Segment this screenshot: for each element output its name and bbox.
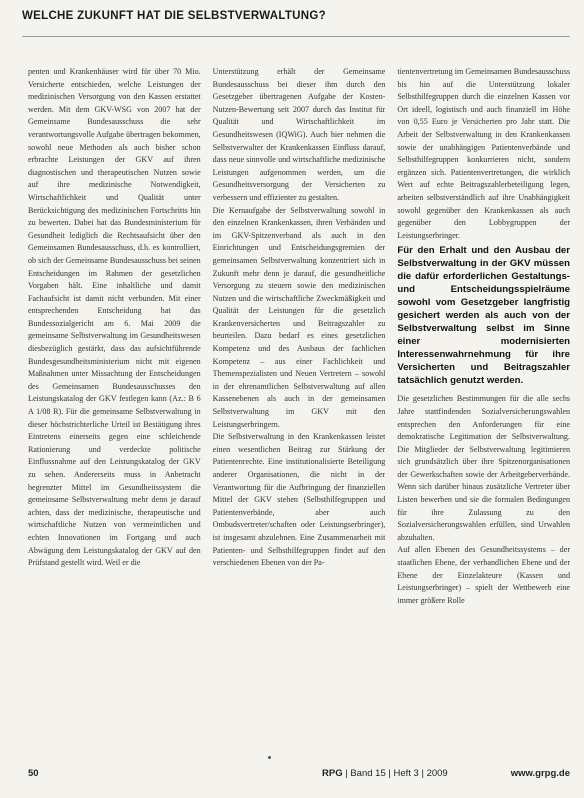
website-link[interactable]: www.grpg.de (510, 768, 570, 779)
paragraph: penten und Krankenhäuser wird für über 70 Mio. Versicherte entschieden, welche Leistungen der medizinischen Versorgung von den Kassen erstattet werden. Mit dem GKV-WSG von 2007 hat der Gemeinsame Bundesausschuss die sehr verantwortungsvolle Aufgabe übertragen bekommen, sowohl neue Methoden als auch bisher schon erbrachte Leistungen der GKV auf ihren diagnostischen und therapeutischen Nutzen sowie auf ihre medizinische Notwendigkeit, Wirtschaftlichkeit und Qualität unter Berücksichtigung des medizinischen Fortschritts hin zu bewerten. Dabei hat das Bundesministerium für Gesundheit lediglich die Rechtsaufsicht über den Gemeinsamen Bundesausschuss, d.h. es kontrolliert, ob sich der Gemeinsame Bundesausschuss bei seinen Entscheidungen im Rahmen der gesetzlichen Vorgaben hält. Eine inhaltliche und damit Fachaufsicht ist damit nicht verbunden. Mit einer entsprechenden Entscheidung hat das Bundessozialgericht am 6. Mai 2009 die gemeinsame Selbstverwaltung im Gesundheitswesen diesbezüglich gestärkt, dass das aufsichtführende Bundesgesundheitsministerium nicht mit eigenen Maßnahmen unter Missachtung der Entscheidungen des Gemeinsamen Bundesausschusses den Leistungskatalog der GKV festlegen kann (Az.: B 6 A 1/08 R). Für die gemeinsame Selbstverwaltung in dieser höchstrichterliche Urteil ist Bestätigung ihres Eintretens einerseits gegen eine schleichende Rationierung und verdeckte politische Einflussnahme auf den Leistungskatalog der GKV zu sehen. Andererseits muss in Anbetracht begrenzter Mittel im Gesundheitssystem die gemeinsame Selbstverwaltung mehr denn je darauf achten, dass der medizinische, therapeutische und wirtschaftliche Nutzen von vermeintlichen und echten Innovationen im Fortgang und auch Abwägung dem Leistungskatalog der GKV auf den Prüfstand gestellt wird. Weil er die (28, 67, 201, 568)
paragraph: Die Kernaufgabe der Selbstverwaltung sowohl in den einzelnen Krankenkassen, ihren Verbänden und im GKV-Spitzenverband als auch in den Einrichtungen und Entscheidungsgremien der gemeinsamen Selbstverwaltung konzentriert sich in Zukunft mehr denn je darauf, die gesundheitliche Versorgung zu steuern sowie den medizinischen Nutzen und die wirtschaftliche Zweckmäßigkeit und Qualität der Leistungen für die gesetzlich Krankenversicherten und Beitragszahler zu beurteilen. Dazu bedarf es eines gesetzlichen Kompetenz und des Ausbaus der fachlichen Kompetenz – aus einer Fachlichkeit und Themenspezialisten und Neuen Vertretern – sowohl in der ehrenamtlichen Selbstverwaltung auf allen Kassenebenen als auch in der gemeinsamen Selbstverwaltung im GKV mit den Leistungserbringern. (212, 205, 386, 429)
text-column-1 (22, 66, 201, 748)
text-column-2 (213, 66, 386, 748)
paragraph: tientenvertretung im Gemeinsamen Bundesausschuss bis hin auf die Unterstützung lokaler Selbsthilfegruppen durch die einzelnen Kassen vor Ort ideell, logistisch und auch finanziell im Höhe von 0,55 Euro je Versicherten pro Jahr statt. Die Arbeit der Selbstverwaltung in den Krankenkassen sowie der unabhängigen Patientenverbände und Selbsthilfegruppen konkurrieren nicht, sondern ergänzen sich. Patientenvertretungen, die wirklich Wert auf echte Beitragszahlerbeteiligung legen, arbeiten selbstverständlich auf ihre Unabhängigkeit sowohl gegenüber den Krankenkassen als auch gegenüber den Lobbygruppen der Leistungserbringer. (397, 67, 570, 240)
journal-citation (322, 768, 448, 779)
page-header-title: WELCHE ZUKUNFT HAT DIE SELBSTVERWALTUNG? (22, 10, 326, 22)
text-column-3 (397, 66, 570, 748)
paragraph: Die gesetzlichen Bestimmungen für die alle sechs Jahre stattfindenden Sozialversicherungswahlen entsprechen den Anforderungen für eine demokratische Legitimation der Selbstverwaltung. Die Mitglieder der Selbstverwaltung legitimieren sich grundsätzlich über ihre Spitzenorganisationen der Gewerkschaften sowie der Arbeitgeberverbände. Wenn sich darüber hinaus zusätzliche Vertreter über Listen bewerben und sie die formalen Bedingungen für ihre Zulassung zu den Sozialversicherungswahlen erfüllen, sind Urwahlen abzuhalten. (397, 394, 570, 542)
pull-quote: Für den Erhalt und den Ausbau der Selbstverwaltung in der GKV müssen die dafür erforderlichen Gestaltungs- und Entscheidungsspielräume sowohl vom Gesetzgeber langfristig gesichert werden als auch von der Selbstverwaltung selbst im Sinne einer modernisierten Interessenwahrnehmung für ihre Versicherten und Beitragszahler tatsächlich genutzt werden. (397, 245, 570, 387)
article-body (22, 66, 570, 748)
paragraph: Auf allen Ebenen des Gesundheitssystems – der staatlichen Ebene, der verbandlichen Ebene und der Ebene der Einzelakteure (Kassen und Leistungserbringer) – spielt der Wettbewerb eine immer größere Rolle (397, 545, 570, 605)
paragraph: Unterstützung erhält der Gemeinsame Bundesausschuss bei dieser ihm durch den Gesetzgeber übertragenen Aufgabe der Kosten-Nutzen-Bewertung seit 2007 durch das Institut für Qualität und Wirtschaftlichkeit im Gesundheitswesen (IQWiG). Auch hier nehmen die Selbstverwalter der Krankenkassen Einfluss darauf, dass neue sinnvolle und wirtschaftliche medizinische Leistungen aufgenommen werden, um die Gesundheitsversorgung der Versicherten zu verbessern und effizienter zu gestalten. (212, 67, 386, 202)
journal-name: RPG (322, 768, 343, 779)
page-number: 50 (28, 768, 39, 779)
decorative-dot (268, 756, 271, 759)
header-divider (22, 36, 570, 37)
paragraph: Die Selbstverwaltung in den Krankenkassen leistet einen wesentlichen Beitrag zur Stärkung der Patientenrechte. Eine institutionalisierte Beteiligung anderer Organisationen, die nicht in der Verantwortung für die Aufbringung der finanziellen Mittel der GKV stehen (Selbsthilfegruppen und Patientenverbände, aber auch Ombudsvertreter/schaften oder Leistungserbringer), ist insgesamt abzulehnen. Eine Zusammenarbeit mit Patienten- und Selbsthilfegruppen findet auf den verschiedenen Ebenen von der Pa- (212, 432, 386, 568)
journal-issue: | Band 15 | Heft 3 | 2009 (342, 768, 448, 779)
